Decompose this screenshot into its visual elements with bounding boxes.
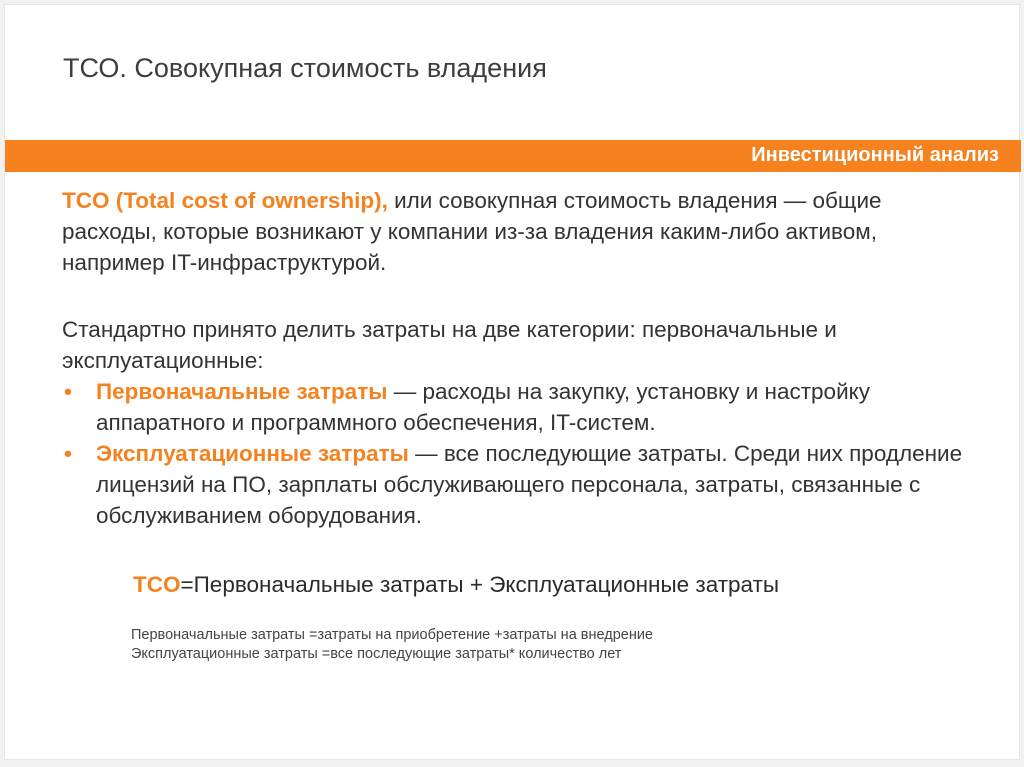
bullet-marker: • [64,379,72,404]
bullet-marker: • [64,441,72,466]
cost-category-list [62,376,982,531]
note-line: Эксплуатационные затраты =все последующие затраты* количество лет [131,646,622,662]
formula-lhs: TCO [133,572,181,597]
list-item [62,376,982,438]
formula-notes [131,626,653,664]
section-band [5,140,1021,172]
definition-term: TCO (Total cost of ownership), [62,188,388,213]
section-label: Инвестиционный анализ [751,144,999,166]
formula-rhs: =Первоначальные затраты + Эксплуатационные затраты [180,572,780,597]
slide [4,4,1020,760]
definition-text: или совокупная стоимость владения — общие расходы, которые возникают у компании из-за владения каким-либо активом, например IT-инфраструктурой. [62,188,882,275]
bullet-term: Первоначальные затраты [96,379,388,404]
intro-paragraph: Стандартно принято делить затраты на две категории: первоначальные и эксплуатационные: [62,317,837,373]
bullet-term: Эксплуатационные затраты [96,441,409,466]
tco-formula [133,572,779,598]
slide-title: ТСО. Совокупная стоимость владения [63,53,547,83]
list-item [62,438,982,531]
note-line: Первоначальные затраты =затраты на приобретение +затраты на внедрение [131,627,653,643]
definition-paragraph [62,185,962,278]
bullet-text: — все последующие затраты. Среди них продление лицензий на ПО, зарплаты обслуживающего персонала, затраты, связанные с обслуживанием оборудования. [96,441,963,528]
bullet-text: — расходы на закупку, установку и настройку аппаратного и программного обеспечения, IT-систем. [96,379,870,435]
